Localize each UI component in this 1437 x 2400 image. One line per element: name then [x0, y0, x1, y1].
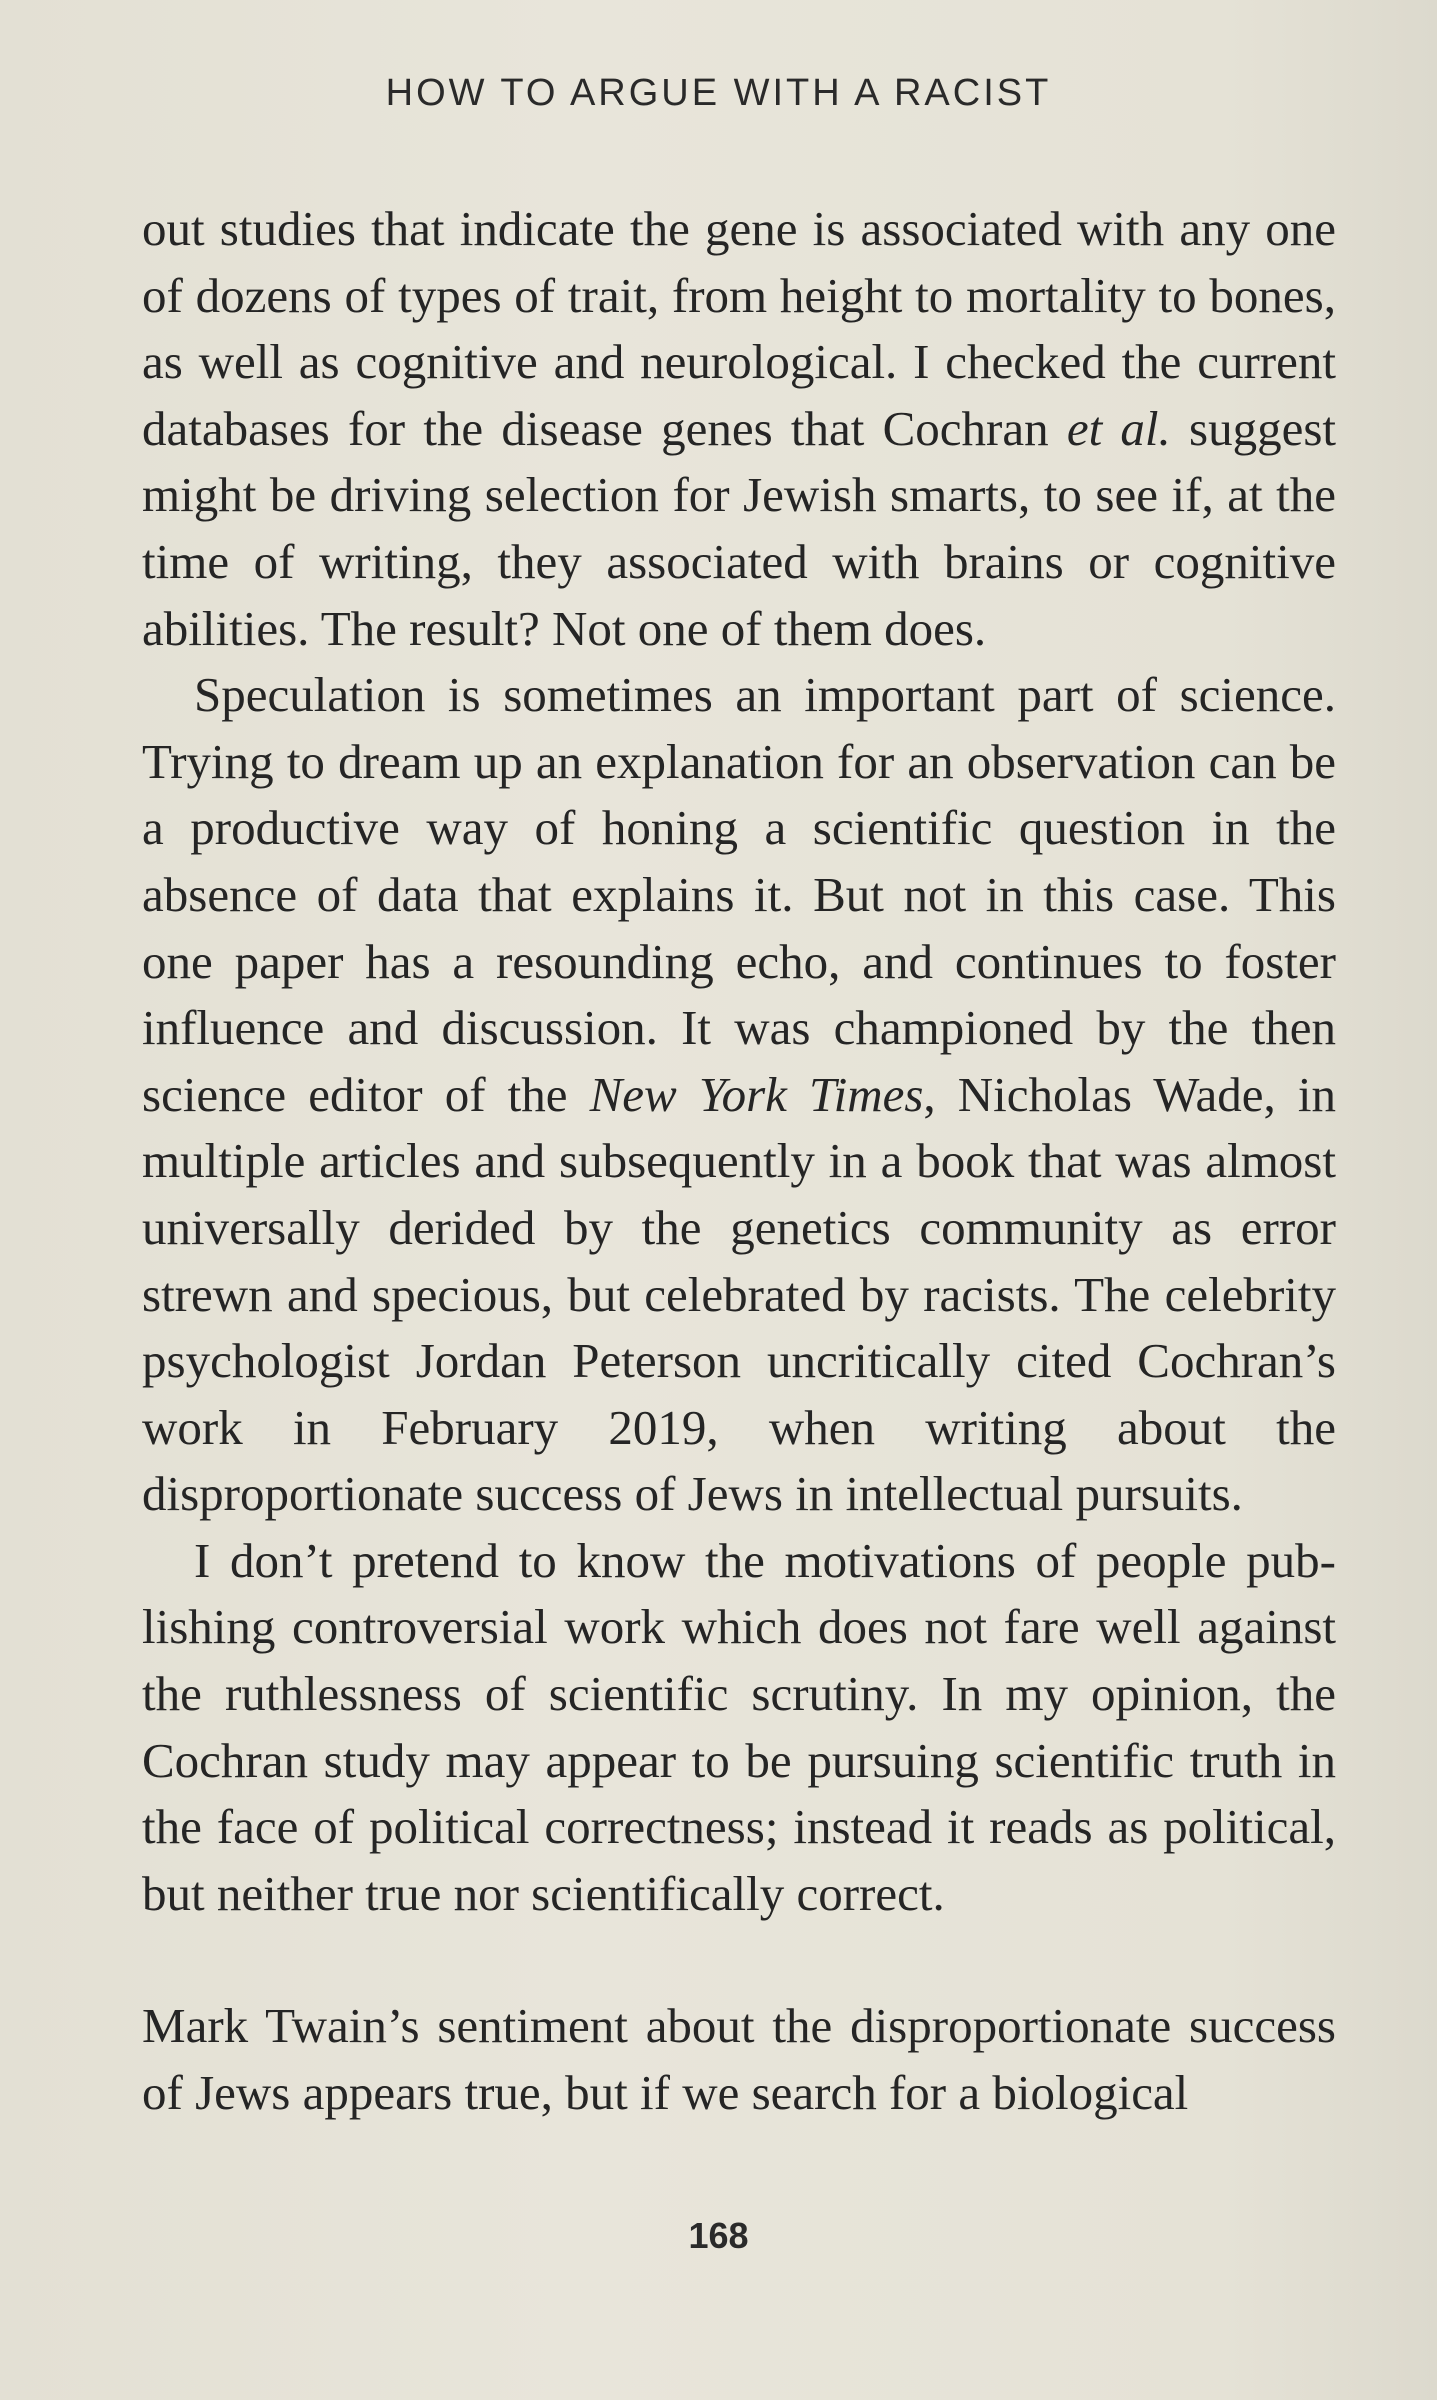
running-head: HOW TO ARGUE WITH A RACIST: [385, 72, 1052, 114]
body-text: [142, 196, 1336, 2127]
italic-text: New York Times: [589, 1066, 924, 1122]
italic-text: et al.: [1066, 400, 1171, 456]
paragraph: Mark Twain’s sentiment about the disproportionate success of Jews appears true, but if we search for a biological: [142, 1998, 1336, 2121]
paragraph-text: , Nicholas Wade, in multiple articles and subsequently in a book that was almost universally derided by the genetics community as error strewn and specious, but celebrated by racists. The celebrity psychologist Jordan Peterson uncritically cited Cochran’s work in February 2019, when writing about the disproportionate success of Jews in intellectual pursuits.: [142, 1066, 1337, 1522]
page-number: 168: [688, 2215, 749, 2256]
paragraph-text: out studies that indicate the gene is associated with any one of dozens of types of trait, from height to mortality to bones, as well as cognitive and neurological. I checked the current databases for the disease genes that Cochran: [142, 201, 1336, 456]
paragraph-text: Speculation is sometimes an important part of science. Trying to dream up an explanation for an observation can be a productive way of honing a scientific question in the absence of data that explains it. But not in this case. This one paper has a resounding echo, and continues to foster influence and discussion. It was championed by the then science editor of the: [142, 667, 1336, 1122]
paragraph: [142, 662, 1336, 1528]
paragraph-text: suggest might be driving selection for Jewish smarts, to see if, at the time of writing, they associated with brains or cognitive abilities. The result? Not one of them does.: [142, 400, 1337, 656]
paragraph: [142, 196, 1336, 662]
paragraph: I don’t pretend to know the motivations of people publishing controversial work which does not fare well against the ruthlessness of scientific scrutiny. In my opinion, the Cochran study may appear to be pursuing scientific truth in the face of political correctness; instead it reads as political, but neither true nor scientifically correct.: [142, 1532, 1336, 1921]
